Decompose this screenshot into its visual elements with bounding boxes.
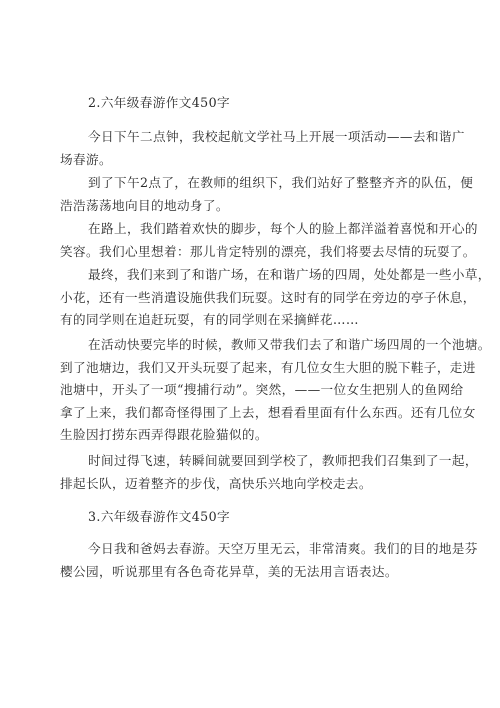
paragraph-line: 在活动快要完毕的时候，教师又带我们去了和谐广场四周的一个池塘。 [88, 337, 491, 352]
paragraph-line: 樱公园，听说那里有各色奇花异草，美的无法用言语表达。 [60, 563, 398, 579]
paragraph [60, 264, 491, 332]
section-heading [88, 506, 460, 529]
paragraph-line: 今日下午二点钟，我校起航文学社马上开展一项活动——去和谐广 [88, 129, 465, 144]
paragraph-line: 场春游。 [60, 151, 112, 167]
paragraph-line: 今日我和爸妈去春游。天空万里无云，非常清爽。我们的目的地是芬 [88, 541, 478, 556]
paragraph [60, 218, 478, 263]
paragraph [60, 334, 491, 447]
paragraph-line: 到了池塘边，我们又开头玩耍了起来，有几位女生大胆的脱下鞋子，走进 [60, 359, 476, 375]
heading-text: 2.六年级春游作文450字 [88, 95, 231, 110]
section-heading [88, 92, 460, 115]
paragraph [60, 172, 474, 217]
paragraph-line: 笑容。我们心里想着：那儿肯定特别的漂亮，我们将要去尽情的玩耍了。 [60, 243, 476, 259]
paragraph-line: 到了下午2点了，在教师的组织下，我们站好了整整齐齐的队伍，便 [88, 175, 474, 190]
paragraph-line: 浩浩荡荡地向目的地动身了。 [60, 197, 229, 213]
paragraph-line: 时间过得飞速，转瞬间就要回到学校了，教师把我们召集到了一起， [88, 453, 478, 468]
paragraph-line: 最终，我们来到了和谐广场，在和谐广场的四周，处处都是一些小草， [88, 267, 491, 282]
paragraph-line: 生脸因打捞东西弄得跟花脸猫似的。 [60, 427, 268, 442]
paragraph-line: 池塘中，开头了一项“搜捕行动”。突然，——一位女生把别人的鱼网给 [60, 382, 464, 397]
paragraph-line: 在路上，我们踏着欢快的脚步，每个人的脸上都洋溢着喜悦和开心的 [88, 221, 478, 236]
heading-text: 3.六年级春游作文450字 [88, 509, 231, 524]
paragraph-line: 拿了上来，我们都奇怪得围了上去，想看看里面有什么东西。还有几位女 [60, 404, 476, 420]
paragraph [60, 538, 478, 583]
paragraph [60, 450, 478, 495]
paragraph-line: 有的同学则在追赶玩耍，有的同学则在采摘鲜花…… [60, 312, 359, 327]
paragraph-line: 排起长队，迈着整齐的步伐，高快乐兴地向学校走去。 [60, 475, 372, 491]
paragraph-line: 小花，还有一些消遣设施供我们玩耍。这时有的同学在旁边的亭子休息， [60, 289, 476, 305]
paragraph [60, 126, 465, 171]
